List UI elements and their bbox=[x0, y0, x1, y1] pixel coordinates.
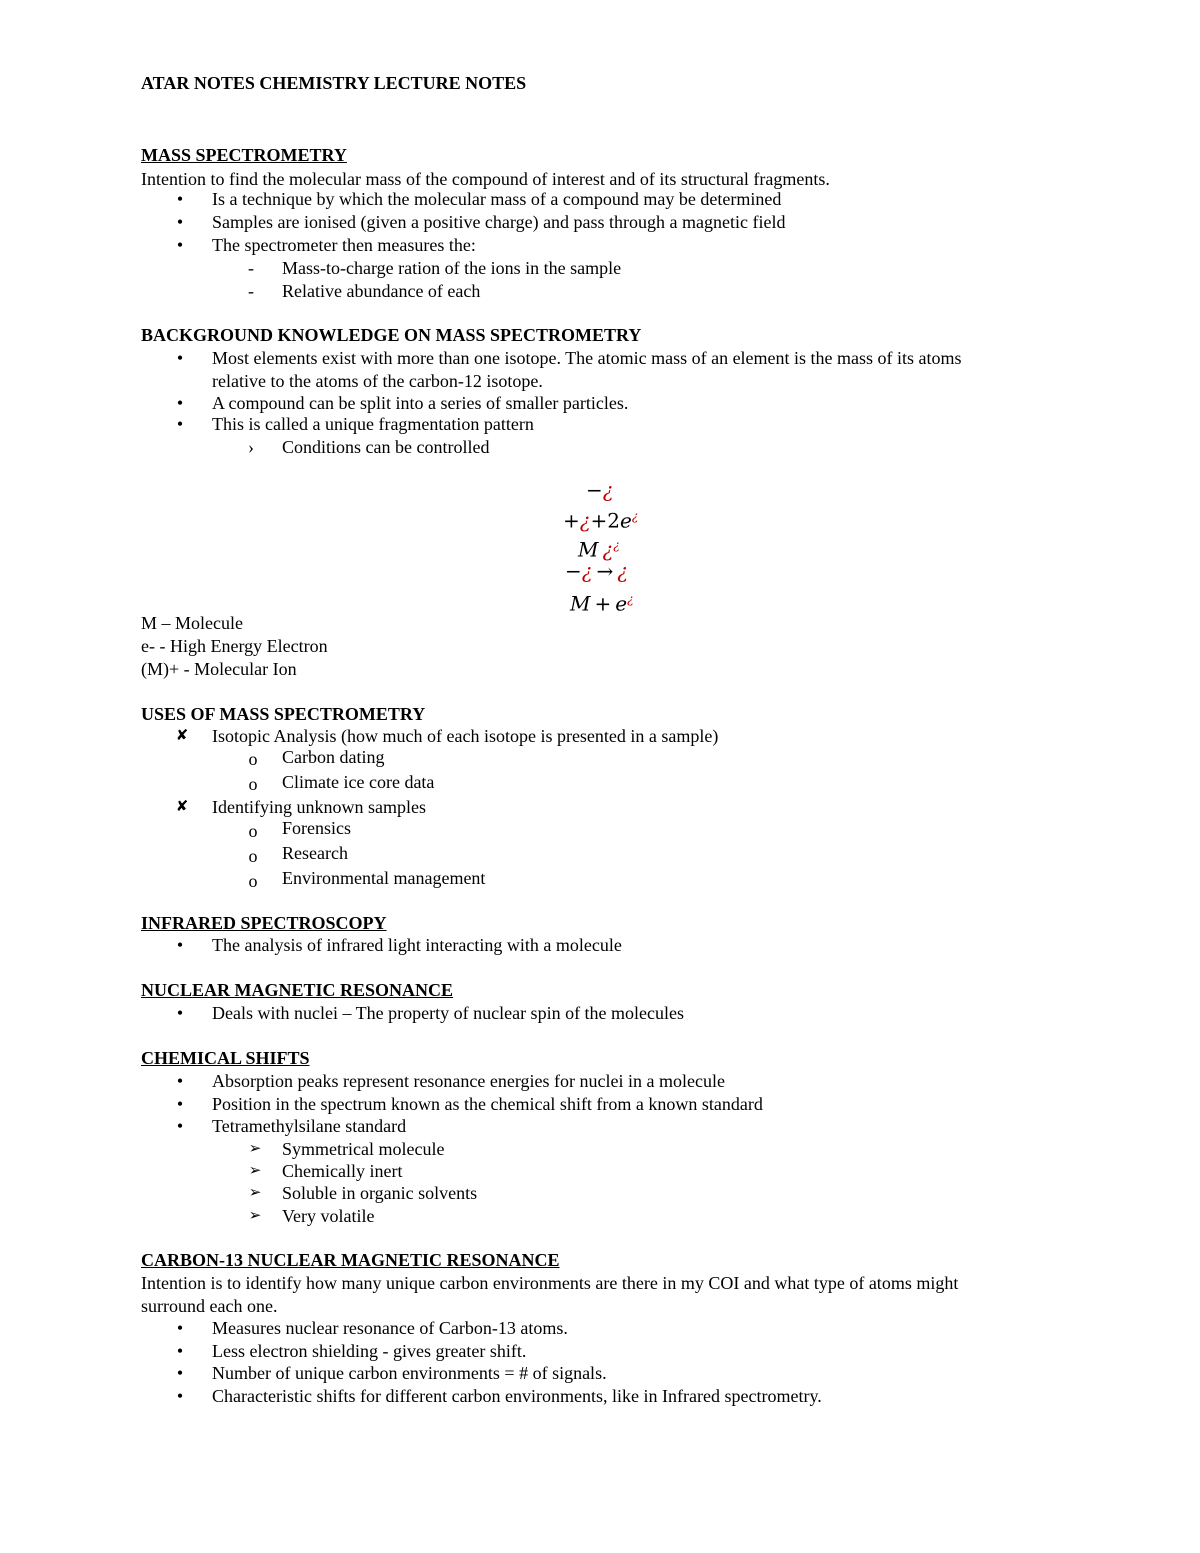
c13-heading: CARBON-13 NUCLEAR MAGNETIC RESONANCE bbox=[141, 1250, 560, 1270]
c13-bullet-1: Measures nuclear resonance of Carbon-13 atoms. bbox=[212, 1318, 568, 1338]
bullet-marker: • bbox=[176, 1318, 184, 1338]
shifts-bullet-2: Position in the spectrum known as the chemical shift from a known standard bbox=[212, 1094, 763, 1114]
bullet-marker: • bbox=[176, 1071, 184, 1091]
mass-spec-sub-2: Relative abundance of each bbox=[282, 281, 481, 301]
bullet-marker: • bbox=[176, 235, 184, 255]
equation-electron: e bbox=[615, 591, 628, 616]
bullet-marker: • bbox=[176, 414, 184, 434]
uses-sub-research: Research bbox=[282, 843, 348, 863]
bullet-marker: • bbox=[176, 189, 184, 209]
bullet-marker: • bbox=[176, 935, 184, 955]
shifts-bullet-1: Absorption peaks represent resonance energies for nuclei in a molecule bbox=[212, 1071, 725, 1091]
circle-marker: o bbox=[248, 774, 258, 794]
equation-minus: − bbox=[565, 559, 582, 583]
background-bullet-3: This is called a unique fragmentation pattern bbox=[212, 414, 534, 434]
uses-sub-climate-ice: Climate ice core data bbox=[282, 772, 435, 792]
bullet-marker: • bbox=[176, 1116, 184, 1136]
mass-spec-bullet-3: The spectrometer then measures the: bbox=[212, 235, 476, 255]
shifts-sub-inert: Chemically inert bbox=[282, 1161, 403, 1181]
legend-molecular-ion: (M)+ - Molecular Ion bbox=[141, 659, 297, 679]
infrared-heading: INFRARED SPECTROSCOPY bbox=[141, 913, 387, 933]
circle-marker: o bbox=[248, 846, 258, 866]
equation-arrow: → bbox=[596, 559, 614, 583]
equation-glyph: ¿ bbox=[602, 478, 614, 502]
chemical-shifts-heading: CHEMICAL SHIFTS bbox=[141, 1048, 310, 1068]
shifts-sub-soluble: Soluble in organic solvents bbox=[282, 1183, 478, 1203]
arrow-marker: ➢ bbox=[248, 1141, 262, 1157]
bullet-marker: • bbox=[176, 212, 184, 232]
bullet-marker: • bbox=[176, 393, 184, 413]
equation-molecule: M bbox=[578, 537, 599, 562]
legend-electron: e- - High Energy Electron bbox=[141, 636, 328, 656]
arrow-marker: ➢ bbox=[248, 1163, 262, 1179]
equation-line-5 bbox=[570, 587, 634, 616]
uses-sub-forensics: Forensics bbox=[282, 818, 351, 838]
equation-superscript: ¿ bbox=[627, 592, 634, 606]
equation-line-2 bbox=[563, 504, 638, 533]
circle-marker: o bbox=[248, 871, 258, 891]
mass-spec-sub-1: Mass-to-charge ration of the ions in the sample bbox=[282, 258, 622, 278]
equation-superscript: ¿ bbox=[631, 509, 639, 523]
equation-glyph: ¿ bbox=[579, 508, 591, 533]
dash-marker: - bbox=[248, 258, 254, 278]
background-heading: BACKGROUND KNOWLEDGE ON MASS SPECTROMETRY bbox=[141, 325, 642, 345]
legend-molecule: M – Molecule bbox=[141, 613, 243, 633]
equation-plus: + bbox=[594, 591, 612, 616]
equation-line-1 bbox=[586, 478, 614, 502]
bullet-marker: • bbox=[176, 1386, 184, 1406]
uses-bullet-1: Isotopic Analysis (how much of each isotope is presented in a sample) bbox=[212, 726, 719, 746]
mass-spec-bullet-2: Samples are ionised (given a positive charge) and pass through a magnetic field bbox=[212, 212, 786, 232]
c13-intro-line-2: surround each one. bbox=[141, 1296, 278, 1316]
infrared-bullet-1: The analysis of infrared light interacting with a molecule bbox=[212, 935, 622, 955]
mass-spec-bullet-1: Is a technique by which the molecular mass of a compound may be determined bbox=[212, 189, 782, 209]
bullet-marker: • bbox=[176, 1094, 184, 1114]
background-bullet-2: A compound can be split into a series of smaller particles. bbox=[212, 393, 629, 413]
mass-spec-intro: Intention to find the molecular mass of the compound of interest and of its structural fragments. bbox=[141, 169, 830, 189]
nmr-bullet-1: Deals with nuclei – The property of nuclear spin of the molecules bbox=[212, 1003, 685, 1023]
equation-line-3 bbox=[578, 533, 620, 562]
equation-molecule: M bbox=[570, 591, 591, 616]
arrow-marker: ➢ bbox=[248, 1208, 262, 1224]
shifts-sub-symmetrical: Symmetrical molecule bbox=[282, 1139, 445, 1159]
bullet-marker: • bbox=[176, 348, 184, 368]
chevron-marker: › bbox=[248, 437, 254, 457]
circle-marker: o bbox=[248, 749, 258, 769]
bullet-marker: • bbox=[176, 1363, 184, 1383]
cross-marker: ✘ bbox=[175, 728, 189, 744]
equation-term: +2 bbox=[590, 508, 620, 533]
bullet-marker: • bbox=[176, 1341, 184, 1361]
equation-superscript: ¿ bbox=[613, 538, 620, 552]
equation-glyph: ¿ bbox=[617, 559, 628, 583]
uses-sub-carbon-dating: Carbon dating bbox=[282, 747, 385, 767]
cross-marker: ✘ bbox=[175, 799, 189, 815]
equation-glyph: ¿ bbox=[602, 537, 614, 562]
c13-bullet-4: Characteristic shifts for different carbon environments, like in Infrared spectrometry. bbox=[212, 1386, 822, 1406]
bullet-marker: • bbox=[176, 1003, 184, 1023]
uses-bullet-2: Identifying unknown samples bbox=[212, 797, 426, 817]
document-title: ATAR NOTES CHEMISTRY LECTURE NOTES bbox=[141, 73, 527, 93]
arrow-marker: ➢ bbox=[248, 1185, 262, 1201]
background-bullet-1-line-1: Most elements exist with more than one isotope. The atomic mass of an element is the mass of its atoms bbox=[212, 348, 962, 368]
shifts-sub-volatile: Very volatile bbox=[282, 1206, 375, 1226]
uses-sub-environmental: Environmental management bbox=[282, 868, 486, 888]
equation-minus: − bbox=[586, 478, 603, 502]
nmr-heading: NUCLEAR MAGNETIC RESONANCE bbox=[141, 980, 454, 1000]
equation-electron: e bbox=[619, 508, 632, 533]
dash-marker: - bbox=[248, 281, 254, 301]
c13-bullet-2: Less electron shielding - gives greater shift. bbox=[212, 1341, 527, 1361]
equation-plus: + bbox=[563, 508, 580, 533]
equation-line-4 bbox=[565, 559, 628, 583]
shifts-bullet-3: Tetramethylsilane standard bbox=[212, 1116, 407, 1136]
circle-marker: o bbox=[248, 821, 258, 841]
equation-glyph: ¿ bbox=[581, 559, 593, 583]
background-bullet-1-line-2: relative to the atoms of the carbon-12 isotope. bbox=[212, 371, 543, 391]
c13-intro-line-1: Intention is to identify how many unique carbon environments are there in my COI and what type of atoms might bbox=[141, 1273, 959, 1293]
c13-bullet-3: Number of unique carbon environments = # of signals. bbox=[212, 1363, 607, 1383]
uses-heading: USES OF MASS SPECTROMETRY bbox=[141, 704, 426, 724]
mass-spec-heading: MASS SPECTROMETRY bbox=[141, 145, 347, 165]
background-sub-1: Conditions can be controlled bbox=[282, 437, 490, 457]
